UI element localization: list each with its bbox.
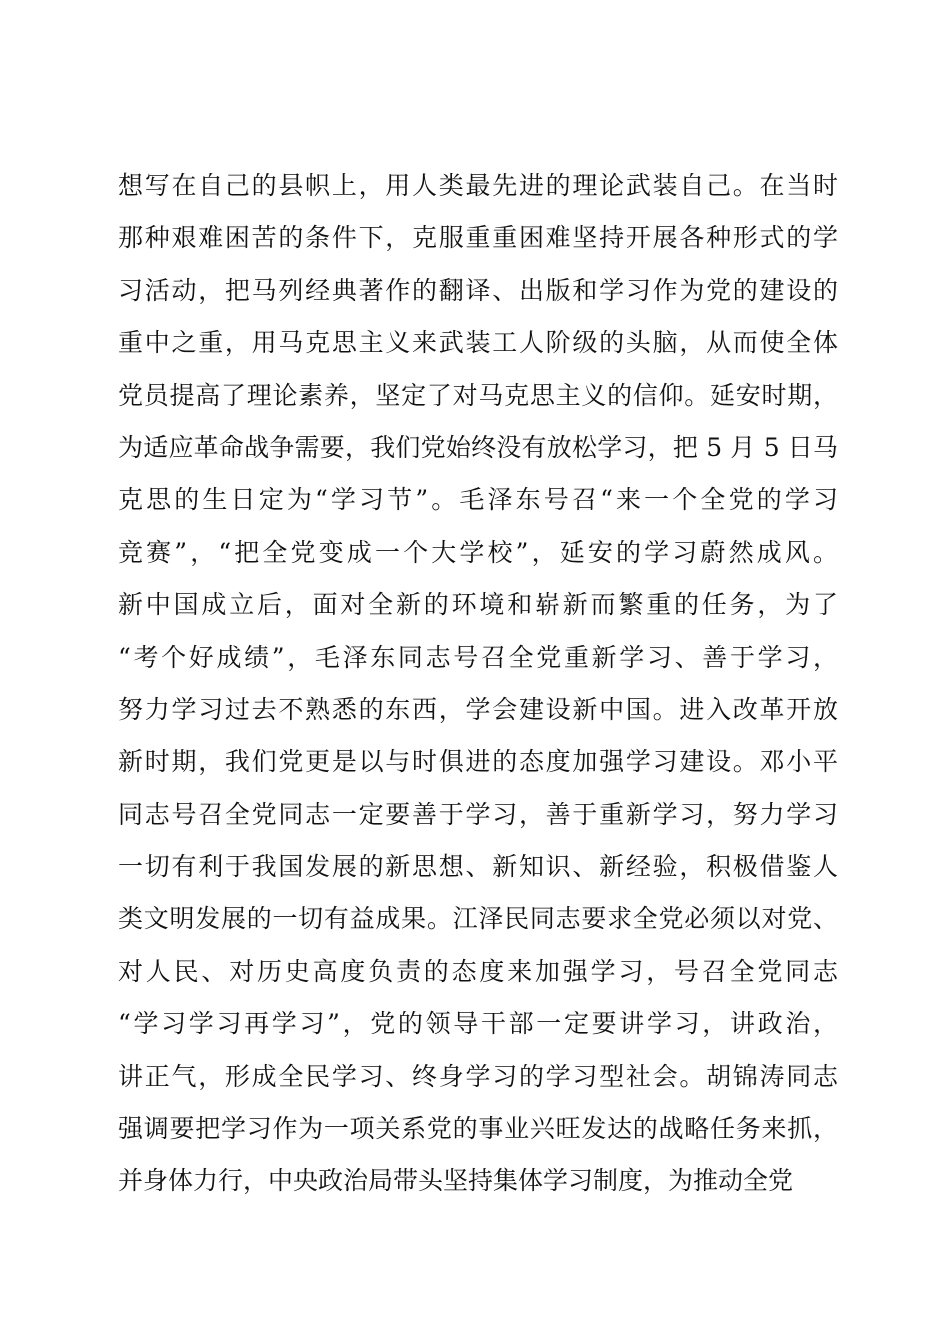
text-line: 为适应革命战争需要，我们党始终没有放松学习，把 5 月 5 日马 (118, 432, 838, 462)
text-line: 克思的生日定为“学习节”。毛泽东号召“来一个全党的学习 (118, 485, 838, 515)
text-line: 那种艰难困苦的条件下，克服重重困难坚持开展各种形式的学 (118, 223, 838, 253)
text-line: 努力学习过去不熟悉的东西，学会建设新中国。进入改革开放 (118, 694, 838, 724)
text-line: 并身体力行，中央政治局带头坚持集体学习制度，为推动全党 (118, 1166, 794, 1196)
text-line: “学习学习再学习”，党的领导干部一定要讲学习，讲政治， (118, 1009, 838, 1039)
text-line: 强调要把学习作为一项关系党的事业兴旺发达的战略任务来抓， (118, 1114, 838, 1144)
text-line: 重中之重，用马克思主义来武装工人阶级的头脑，从而使全体 (118, 328, 838, 358)
text-line: 类文明发展的一切有益成果。江泽民同志要求全党必须以对党、 (118, 904, 838, 934)
text-line: 新时期，我们党更是以与时俱进的态度加强学习建设。邓小平 (118, 747, 838, 777)
body-text (118, 160, 838, 1208)
text-line: 对人民、对历史高度负责的态度来加强学习，号召全党同志 (118, 956, 838, 986)
text-line: 新中国成立后，面对全新的环境和崭新而繁重的任务，为了 (118, 590, 838, 620)
text-line: “考个好成绩”，毛泽东同志号召全党重新学习、善于学习， (118, 642, 838, 672)
text-line: 同志号召全党同志一定要善于学习，善于重新学习，努力学习 (118, 799, 838, 829)
text-line: 竞赛”，“把全党变成一个大学校”，延安的学习蔚然成风。 (118, 537, 838, 567)
text-line: 一切有利于我国发展的新思想、新知识、新经验，积极借鉴人 (118, 852, 838, 882)
text-line: 讲正气，形成全民学习、终身学习的学习型社会。胡锦涛同志 (118, 1061, 838, 1091)
text-line: 党员提高了理论素养，坚定了对马克思主义的信仰。延安时期， (118, 380, 838, 410)
text-line: 想写在自己的县帜上，用人类最先进的理论武装自己。在当时 (118, 171, 838, 200)
text-line: 习活动，把马列经典著作的翻译、出版和学习作为党的建设的 (118, 275, 838, 305)
